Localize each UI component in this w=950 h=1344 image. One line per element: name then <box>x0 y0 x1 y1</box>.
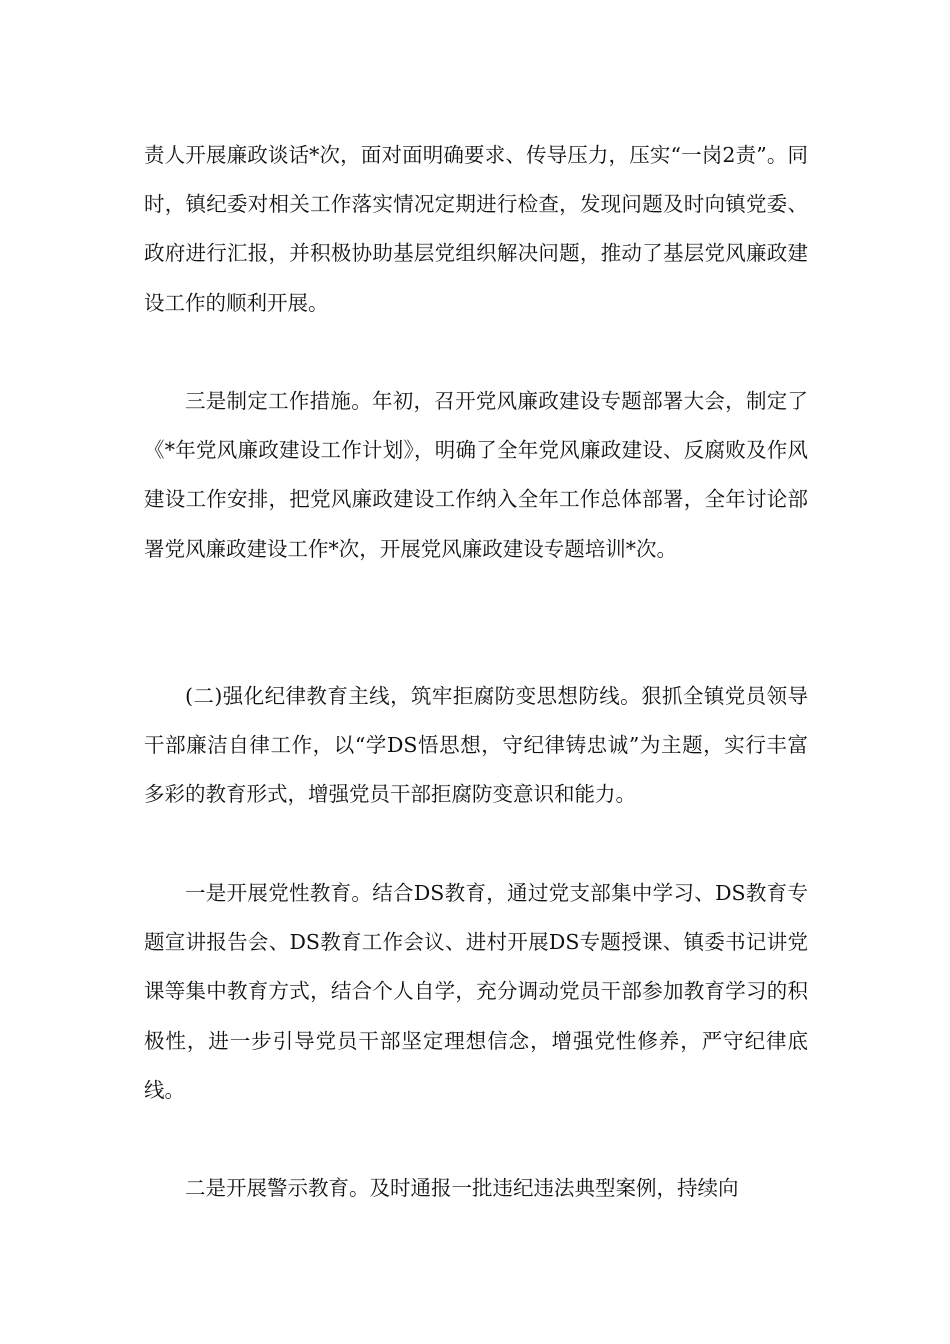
paragraph-party-spirit-education: 一是开展党性教育。结合DS教育，通过党支部集中学习、DS教育专题宣讲报告会、DS教育工作会议、进村开展DS专题授课、镇委书记讲党课等集中教育方式，结合个人自学，充分调动党员干部参加教育学习的积极性，进一步引导党员干部坚定理想信念，增强党性修养，严守纪律底线。 <box>144 881 808 1102</box>
paragraph-discipline-education: (二)强化纪律教育主线，筑牢拒腐防变思想防线。狠抓全镇党员领导干部廉洁自律工作，以“学DS悟思想，守纪律铸忠诚”为主题，实行丰富多彩的教育形式，增强党员干部拒腐防变意识和能力。 <box>144 684 808 807</box>
paragraph-warning-education: 二是开展警示教育。及时通报一批违纪违法典型案例，持续向 <box>185 1176 739 1200</box>
paragraph-work-measures: 三是制定工作措施。年初，召开党风廉政建设专题部署大会，制定了《*年党风廉政建设工作计划》，明确了全年党风廉政建设、反腐败及作风建设工作安排，把党风廉政建设工作纳入全年工作总体部署，全年讨论部署党风廉政建设工作*次，开展党风廉政建设专题培训*次。 <box>144 389 808 561</box>
paragraph-accountability-talks: 责人开展廉政谈话*次，面对面明确要求、传导压力，压实“一岗2责”。同时，镇纪委对相关工作落实情况定期进行检查，发现问题及时向镇党委、政府进行汇报，并积极协助基层党组织解决问题，推动了基层党风廉政建设工作的顺利开展。 <box>144 143 808 315</box>
